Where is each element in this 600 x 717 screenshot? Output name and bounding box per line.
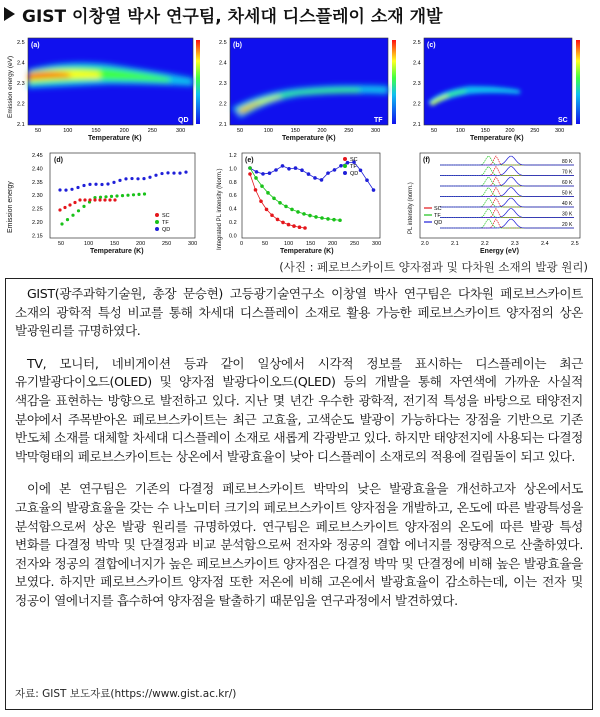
map-x-tick-label: 100 <box>455 128 465 134</box>
panel-d-sc-point <box>83 198 86 201</box>
panel-a-map <box>7 38 200 142</box>
panel-d-y-tick-label: 2.25 <box>32 206 43 213</box>
panel-e-legend-tf: TF <box>350 164 357 170</box>
panel-e-sc-point <box>281 221 285 225</box>
panel-e-qd-point <box>365 178 369 182</box>
panel-a-corner-label: QD <box>178 117 189 124</box>
panel-d-qd-point <box>106 182 109 185</box>
panel-e-tf-point <box>290 208 294 212</box>
panel-e-tf-point <box>326 217 330 221</box>
panel-e-qd-point <box>294 166 298 170</box>
panel-d-qd-point <box>82 184 85 187</box>
panel-b-colorbar <box>392 40 396 124</box>
panel-e-sc-point <box>248 172 252 176</box>
panel-f-legend-sc: SC <box>434 206 442 212</box>
panel-e-tf-point <box>284 205 288 209</box>
panel-e-qd-point <box>300 168 304 172</box>
panel-d-y-tick-label: 2.45 <box>32 153 43 159</box>
panel-d-sc-point <box>68 203 71 206</box>
map-x-tick-label: 50 <box>431 128 438 134</box>
map-y-tick-label: 2.2 <box>17 101 25 108</box>
panel-d-x-tick-label: 100 <box>84 241 94 247</box>
panel-e-tf-point <box>248 166 252 170</box>
panel-f-x-tick-label: 2.2 <box>481 241 489 247</box>
panel-e-y-tick-label: 0.4 <box>229 206 237 213</box>
panel-b-corner-label: TF <box>374 117 383 124</box>
panel-e-sc-point <box>298 225 302 229</box>
panel-d-qd-point <box>88 183 91 186</box>
panel-d-ylabel: Emission energy <box>7 181 14 233</box>
panel-d-legend-tf: TF <box>162 220 169 226</box>
panel-e-qd-point <box>333 168 337 172</box>
map-x-tick-label: 100 <box>63 128 73 134</box>
panel-e-tf-point <box>314 215 318 219</box>
map-y-tick-label: 2.5 <box>413 40 421 46</box>
article-title <box>4 2 442 26</box>
panel-f-temp-label: 50 K <box>562 190 573 197</box>
panel-d-legend-qd: QD <box>162 227 171 233</box>
panel-e-tf-point <box>272 196 276 200</box>
panel-b-xlabel: Temperature (K) <box>282 135 336 142</box>
panel-e-legend-sc: SC <box>350 157 358 163</box>
panel-f-temp-label: 30 K <box>562 211 573 218</box>
panel-d-qd-point <box>118 179 121 182</box>
map-x-tick-label: 250 <box>344 128 354 134</box>
article-body-box <box>5 278 593 710</box>
panel-e-tag: (e) <box>245 157 254 164</box>
map-x-tick-label: 250 <box>530 128 540 134</box>
panel-e-qd-point <box>274 168 278 172</box>
panel-d-tag: (d) <box>54 157 63 164</box>
panel-e-tf-point <box>278 201 282 205</box>
panel-e-sc-point <box>303 226 307 230</box>
panel-d-y-tick-label: 2.30 <box>32 193 43 200</box>
map-x-tick-label: 300 <box>176 128 186 134</box>
panel-f-tag: (f) <box>423 157 430 164</box>
panel-e-qd-point <box>307 172 311 176</box>
panel-d-qd-point <box>154 174 157 177</box>
panel-e-x-tick-label: 300 <box>372 241 382 247</box>
panel-c-colorbar <box>576 40 580 124</box>
panel-d-tf-point <box>99 196 102 199</box>
panel-f-xlabel: Energy (eV) <box>480 248 519 255</box>
map-x-tick-label: 50 <box>35 128 42 134</box>
map-x-tick-label: 150 <box>91 128 101 134</box>
panel-d-tf-point <box>110 195 113 198</box>
panel-e-tf-point <box>266 191 270 195</box>
panel-e-y-tick-label: 1.0 <box>229 166 237 173</box>
panel-f-temp-label: 80 K <box>562 159 573 165</box>
panel-e-y-tick-label: 0.6 <box>229 193 237 200</box>
panel-c-corner-label: SC <box>558 117 568 124</box>
panel-e-xlabel: Temperature (K) <box>280 248 334 255</box>
panel-d-qd-point <box>172 171 175 174</box>
panel-f-temp-label: 20 K <box>562 222 573 228</box>
panel-e-x-tick-label: 50 <box>262 241 269 247</box>
panel-e-sc-point <box>292 224 296 228</box>
panel-d-x-tick-label: 250 <box>162 241 172 247</box>
panel-d-sc-point <box>108 198 111 201</box>
panel-e-y-tick-label: 1.2 <box>229 153 237 159</box>
panel-d-x-tick-label: 50 <box>58 241 65 247</box>
panel-e-x-tick-label: 150 <box>306 241 316 247</box>
panel-d-xlabel: Temperature (K) <box>90 248 144 255</box>
panel-e-tf-point <box>260 184 264 188</box>
figure-panels <box>0 28 600 258</box>
panel-d-tf-point <box>82 205 85 208</box>
map-y-tick-label: 2.3 <box>413 81 421 87</box>
map-y-tick-label: 2.5 <box>219 40 227 46</box>
panel-d-tf-point <box>77 209 80 212</box>
panel-d-qd-point <box>100 183 103 186</box>
panel-c-map <box>424 38 580 142</box>
map-x-tick-label: 50 <box>237 128 244 134</box>
panel-d-x-tick-label: 300 <box>188 241 198 247</box>
panel-d-y-tick-label: 2.40 <box>32 166 43 173</box>
panel-d-y-tick-label: 2.15 <box>32 233 43 240</box>
article-title-text: GIST 이창열 박사 연구팀, 차세대 디스플레이 소재 개발 <box>22 6 443 27</box>
map-x-tick-label: 300 <box>555 128 565 134</box>
panel-e-qd-point <box>339 164 343 168</box>
panel-d-legend-sc: SC <box>162 213 170 219</box>
map-y-tick-label: 2.1 <box>219 122 227 128</box>
panel-d-qd-point <box>166 171 169 174</box>
panel-e-legend-qd: QD <box>350 171 359 177</box>
panel-e-tf-point <box>302 212 306 216</box>
panel-e-tf-point <box>308 214 312 218</box>
panel-d-tf-point <box>126 194 129 197</box>
panel-e-tf-point <box>320 216 324 220</box>
panel-d-qd-point <box>112 181 115 184</box>
panel-e-sc-point <box>265 208 269 212</box>
panel-f-x-tick-label: 2.1 <box>451 241 459 247</box>
panel-e-sc-point <box>276 218 280 222</box>
panel-e-qd-point <box>268 171 272 175</box>
panel-e-sc-point <box>254 188 258 192</box>
panel-d-qd-point <box>136 177 139 180</box>
panel-d-x-tick-label: 150 <box>110 241 120 247</box>
panel-e-ylabel: Integrated PL intensity (Norm.) <box>217 168 223 250</box>
panel-d-sc-point <box>63 206 66 209</box>
panel-a-xlabel: Temperature (K) <box>88 135 142 142</box>
panel-b-tag: (b) <box>233 42 242 49</box>
panel-c-xlabel: Temperature (K) <box>470 135 524 142</box>
panel-d-tf-point <box>137 193 140 196</box>
map-x-tick-label: 150 <box>290 128 300 134</box>
panel-d-tf-point <box>121 194 124 197</box>
paragraph-3: 이에 본 연구팀은 기존의 다결정 페로브스카이트 박막의 낮은 발광효율을 개선하고자 상온에서도 고효율의 발광효율을 갖는 수 나노미터 크기의 페로브스카이트 양자점을 개발하고, 온도에 따른 발광특성을 분석함으로써 상온 발광 원리를 규명하였다. 연구팀은 페로브스카이트 양자점의 온도에 따른 발광 특성 변화를 다결정 박막 및 단결정과 비교 분석함으로써 전자와 정공의 결합 에너지를 정량적으로 산출하였다. 전자와 정공의 결합에너지가 높은 페로브스카이트 양자점은 다결정 박막 및 단결정에 비해 높은 발광효율을 보였다. 하지만 페로브스카이트 양자점 또한 저온에 비해 고온에서 발광효율이 감소하는데, 이는 전자 및 정공이 열에너지를 흡수하여 양자점을 탈출하기 때문임을 연구과정에서 발견하였다. <box>15 481 583 608</box>
panel-e-qd-point <box>359 168 363 172</box>
map-x-tick-label: 100 <box>263 128 273 134</box>
panel-d-qd-point <box>130 177 133 180</box>
panel-e-qd-point <box>326 171 330 175</box>
panel-f-legend-qd: QD <box>434 220 443 226</box>
panel-f-temp-label: 40 K <box>562 201 573 207</box>
map-x-tick-label: 150 <box>480 128 490 134</box>
panel-e-qd-point <box>255 170 259 174</box>
panel-d-qd-point <box>178 171 181 174</box>
panel-e-y-tick-label: 0.2 <box>229 220 237 226</box>
paragraph-2: TV, 모니터, 네비게이션 등과 같이 일상에서 시각적 정보를 표시하는 디스플레이는 최근 유기발광다이오드(OLED) 및 양자점 발광다이오드(QLED) 등의 개발을 통해 자연색에 가까운 사실적 색감을 표현하는 방향으로 발전하고 있다. 지난 몇 년간 우수한 광학적, 전기적 특성을 바탕으로 태양전지 분야에서 주목받아온 페로브스카이트는 최근 고효율, 고색순도 발광이 가능하다는 장점을 기반으로 기존 반도체 소재를 대체할 차세대 디스플레이 소재로 새롭게 각광받고 있다. 하지만 태양전지에 사용되는 다결정 박막형태의 페로브스카이트는 상온에서 발광효율이 낮아 디스플레이 소재로의 적용에 걸림돌이 되고 있다. <box>15 355 583 464</box>
panel-e-qd-point <box>320 178 324 182</box>
panel-e-sc-point <box>259 199 263 203</box>
panel-f-x-tick-label: 2.0 <box>421 241 429 247</box>
panel-d-qd-point <box>76 186 79 189</box>
map-y-tick-label: 2.3 <box>219 81 227 87</box>
figure-caption: (사진 : 페로브스카이트 양자점과 및 다차원 소재의 발광 원리) <box>279 260 588 274</box>
panel-d-tf-point <box>143 192 146 195</box>
panel-e-qd-point <box>346 161 350 165</box>
panel-d-tf-point <box>104 195 107 198</box>
panel-d-qd-point <box>58 188 61 191</box>
panel-d-tf-point <box>60 222 63 225</box>
panel-a-colorbar <box>196 40 200 124</box>
panel-e-plot <box>217 153 381 255</box>
panel-d-legend <box>155 213 170 233</box>
map-y-tick-label: 2.3 <box>17 81 25 87</box>
source-note: 자료: GIST 보도자료(https://www.gist.ac.kr/) <box>15 688 237 700</box>
panel-d-sc-point <box>103 198 106 201</box>
map-y-tick-label: 2.5 <box>17 40 25 46</box>
map-y-tick-label: 2.2 <box>219 101 227 108</box>
panel-e-qd-point <box>287 167 291 171</box>
panel-e-qd-point <box>313 176 317 180</box>
panel-d-qd-point <box>94 183 97 186</box>
panel-d-tf-point <box>71 214 74 217</box>
panel-e-x-tick-label: 100 <box>284 241 294 247</box>
panel-e-tf-point <box>332 218 336 222</box>
panel-d-tf-point <box>115 194 118 197</box>
panel-f-legend-tf: TF <box>434 213 441 219</box>
map-x-tick-label: 200 <box>119 128 129 134</box>
map-y-tick-label: 2.4 <box>17 60 25 67</box>
map-y-tick-label: 2.4 <box>219 60 227 67</box>
panel-e-y-tick-label: 0.0 <box>229 233 237 240</box>
panel-d-sc-point <box>58 208 61 211</box>
panel-e-qd-point <box>281 164 285 168</box>
panel-f-temp-label: 70 K <box>562 169 573 176</box>
panel-a-ylabel: Emission energy (eV) <box>7 55 14 118</box>
panel-d-sc-point <box>98 198 101 201</box>
map-x-tick-label: 200 <box>505 128 515 134</box>
panel-e-sc-point <box>287 223 291 227</box>
panel-d-qd-point <box>160 172 163 175</box>
paragraph-1: GIST(광주과학기술원, 총장 문승현) 고등광기술연구소 이창열 박사 연구팀은 다차원 페로브스카이트 소재의 광학적 특성 비교를 통해 차세대 디스플레이 소재로 활용 가능한 페로브스카이트 양자점의 상온 발광원리를 규명하였다. <box>15 286 583 339</box>
map-y-tick-label: 2.1 <box>17 122 25 128</box>
panel-d-qd-point <box>70 188 73 191</box>
triangle-bullet-icon <box>4 7 15 21</box>
panel-d-plot <box>7 153 197 255</box>
map-x-tick-label: 300 <box>371 128 381 134</box>
panel-f-x-tick-label: 2.5 <box>571 241 579 247</box>
map-y-tick-label: 2.4 <box>413 60 421 67</box>
panel-f-x-tick-label: 2.4 <box>541 241 549 247</box>
panel-d-sc-point <box>113 198 116 201</box>
panel-d-y-tick-label: 2.35 <box>32 179 43 186</box>
map-x-tick-label: 200 <box>317 128 327 134</box>
panel-d-sc-point <box>88 198 91 201</box>
panel-e-tf-point <box>296 210 300 214</box>
panel-d-tf-point <box>66 218 69 221</box>
panel-c-tag: (c) <box>427 42 436 49</box>
panel-e-legend <box>343 157 358 177</box>
panel-e-x-tick-label: 200 <box>328 241 338 247</box>
map-y-tick-label: 2.1 <box>413 122 421 128</box>
panel-d-sc-point <box>93 198 96 201</box>
panel-d-sc-point <box>73 201 76 204</box>
panel-e-tf-point <box>254 176 258 180</box>
panel-d-qd-point <box>184 171 187 174</box>
panel-b-map <box>230 38 396 142</box>
panel-d-qd-point <box>142 177 145 180</box>
panel-d-qd-point <box>124 177 127 180</box>
panel-d-y-tick-label: 2.20 <box>32 220 43 226</box>
panel-d-qd-point <box>148 176 151 179</box>
panel-e-sc-point <box>270 213 274 217</box>
panel-d-tf-point <box>132 193 135 196</box>
panel-e-x-tick-label: 250 <box>350 241 360 247</box>
panel-e-y-tick-label: 0.8 <box>229 179 237 186</box>
panel-f-x-tick-label: 2.3 <box>511 241 519 247</box>
panel-a-tag: (a) <box>31 42 40 49</box>
panel-e-qd-point <box>372 188 376 192</box>
map-x-tick-label: 250 <box>147 128 157 134</box>
panel-e-tf-point <box>338 218 342 222</box>
panel-e-x-tick-label: 0 <box>240 241 244 247</box>
panel-f-temp-label: 60 K <box>562 180 573 186</box>
panel-f-ylabel: PL intensity (norm.) <box>408 182 414 234</box>
panel-d-qd-point <box>64 189 67 192</box>
panel-f-plot <box>408 153 580 255</box>
map-y-tick-label: 2.2 <box>413 101 421 108</box>
panel-d-sc-point <box>78 198 81 201</box>
panel-e-qd-point <box>261 172 265 176</box>
panel-d-x-tick-label: 200 <box>136 241 146 247</box>
